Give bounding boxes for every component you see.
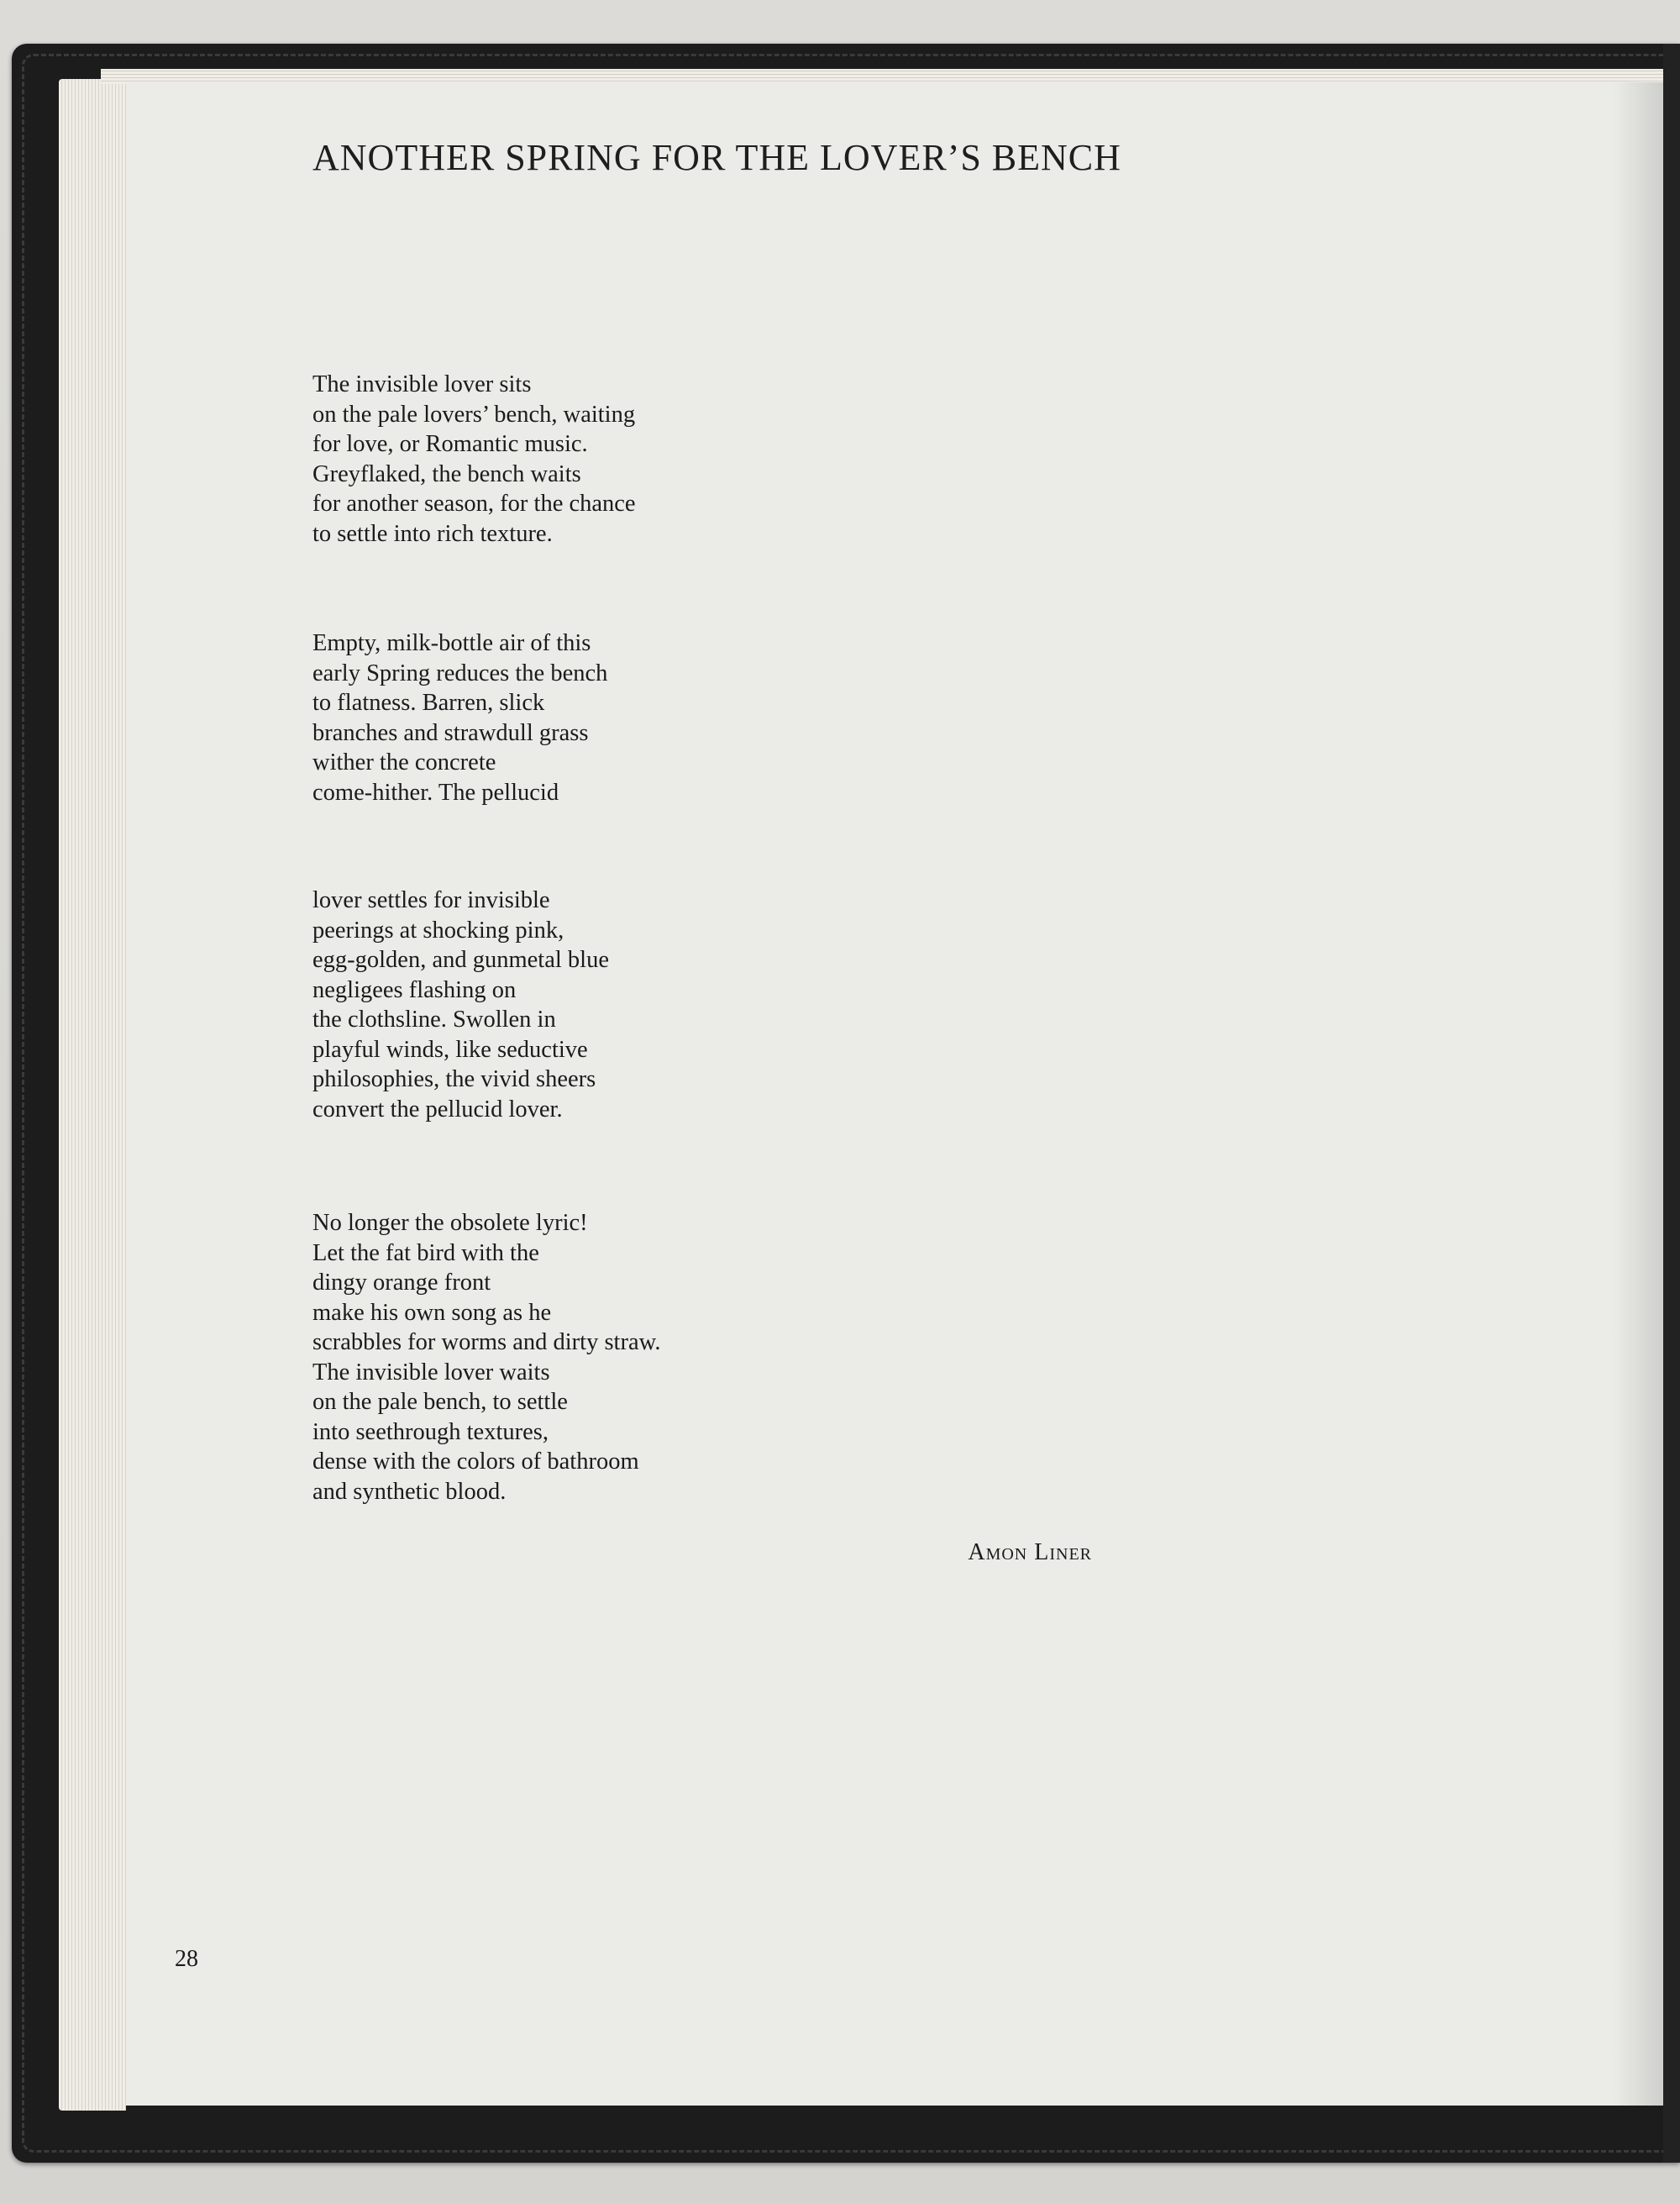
poem-line: into seethrough textures, <box>312 1418 549 1445</box>
poem-line: convert the pellucid lover. <box>312 1096 563 1123</box>
poem-line: for love, or Romantic music. <box>312 431 588 457</box>
poem-line: for another season, for the chance <box>312 491 636 517</box>
poem-line: The invisible lover waits <box>312 1359 550 1385</box>
poem-line: Greyflaked, the bench waits <box>312 460 581 487</box>
poem-line: on the pale bench, to settle <box>312 1389 568 1415</box>
page-stack-edges <box>59 79 126 2111</box>
poem-line: on the pale lovers’ bench, waiting <box>312 401 636 428</box>
poem-line: scrabbles for worms and dirty straw. <box>312 1329 661 1355</box>
poem-line: and synthetic blood. <box>312 1478 507 1505</box>
page-gutter-shadow <box>1613 82 1663 2106</box>
poem-line: negligees flashing on <box>312 976 517 1003</box>
poem-line: peerings at shocking pink, <box>312 917 564 944</box>
book-cover-edge <box>1663 44 1680 2163</box>
stanza-3 <box>312 886 1068 1124</box>
poem-line: Empty, milk-bottle air of this <box>312 630 591 656</box>
poem-line: No longer the obsolete lyric! <box>312 1210 588 1236</box>
poem-line: come-hither. The pellucid <box>312 779 559 806</box>
poem-line: branches and strawdull grass <box>312 719 589 746</box>
poem-line: the clothsline. Swollen in <box>312 1007 556 1033</box>
poem-line: to settle into rich texture. <box>312 520 553 547</box>
poem-title: ANOTHER SPRING FOR THE LOVER’S BENCH <box>312 137 1121 178</box>
poem-line: lover settles for invisible <box>312 887 550 913</box>
poem-line: to flatness. Barren, slick <box>312 690 545 716</box>
poem-line: playful winds, like seductive <box>312 1036 588 1063</box>
poem-line: Let the fat bird with the <box>312 1239 539 1266</box>
page-number: 28 <box>175 1946 198 1972</box>
poem-line: egg-golden, and gunmetal blue <box>312 947 609 973</box>
poem-line: dense with the colors of bathroom <box>312 1449 639 1475</box>
stanza-4 <box>312 1208 1068 1506</box>
poem-author: Amon Liner <box>968 1539 1092 1565</box>
poem-line: make his own song as he <box>312 1299 552 1326</box>
poem-line: philosophies, the vivid sheers <box>312 1066 596 1092</box>
poem-line: early Spring reduces the bench <box>312 660 608 686</box>
stanza-2 <box>312 628 1068 807</box>
poem-line: The invisible lover sits <box>312 371 532 397</box>
poem-line: dingy orange front <box>312 1270 491 1296</box>
stanza-1 <box>312 370 1068 549</box>
poem-line: wither the concrete <box>312 749 496 776</box>
